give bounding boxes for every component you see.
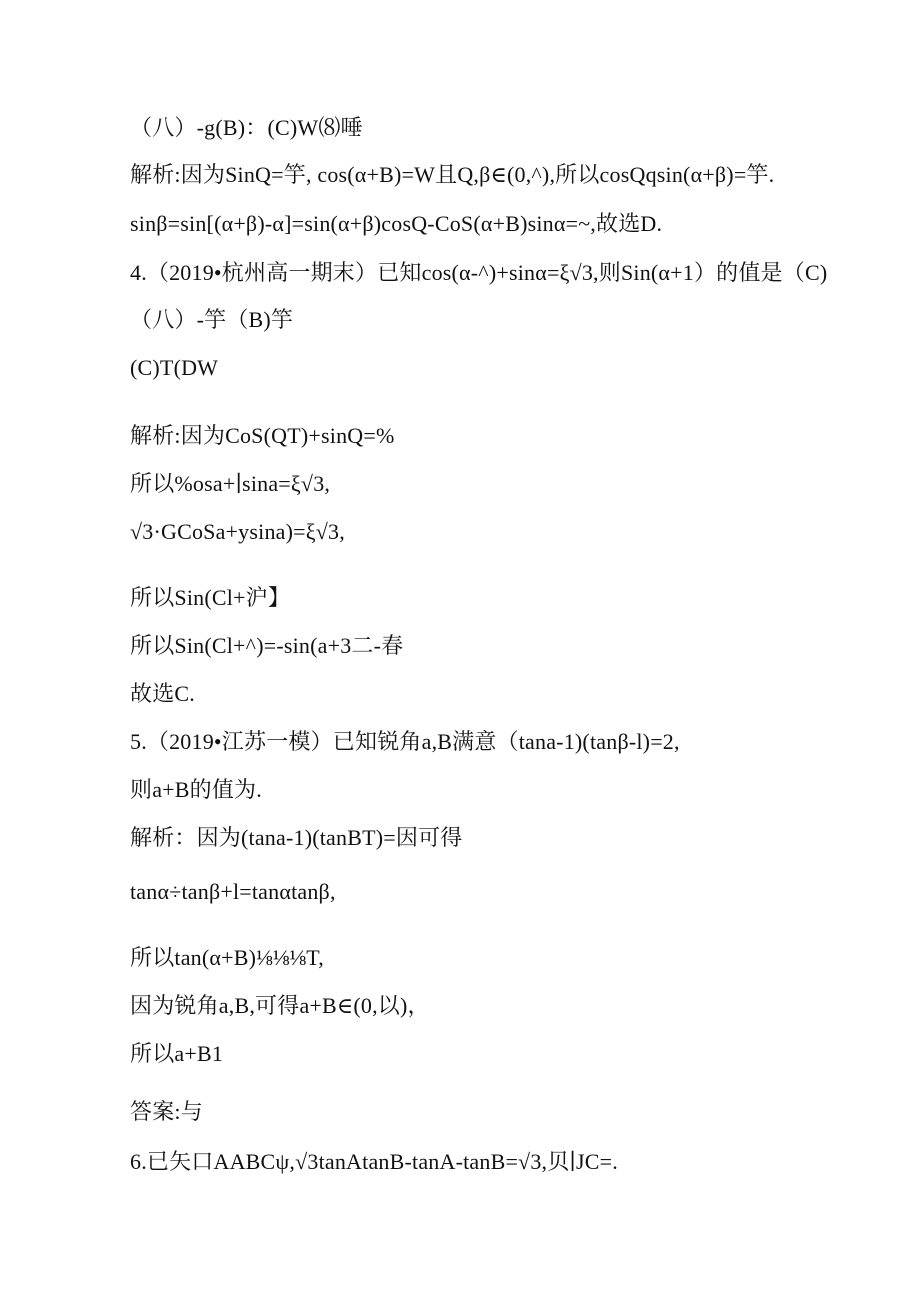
text-line-17: 所以tan(α+B)⅛⅛⅛T, [130,945,324,970]
text-line-12: 故选C. [130,681,195,706]
text-line-11: 所以Sin(Cl+^)=-sin(a+3二-春 [130,633,404,658]
text-line-19: 所以a+B1 [130,1041,224,1066]
text-line-10: 所以Sin(Cl+沪】 [130,585,291,610]
text-line-1: （八）-g(B)：(C)W⑻唾 [130,115,363,140]
text-line-14: 则a+B的值为. [130,777,262,802]
text-line-8: 所以%osa+∣sina=ξ√3, [130,471,331,496]
text-line-20: 答案:与 [130,1099,203,1124]
text-line-4: 4.（2019•杭州高一期末）已知cos(α-^)+sinα=ξ√3,则Sin(α+1）的值是（C) [130,260,828,285]
text-line-3: sinβ=sin[(α+β)-α]=sin(α+β)cosQ-CoS(α+B)sinα=~,故选D. [130,211,663,236]
text-line-7: 解析:因为CoS(QT)+sinQ=% [130,423,395,448]
text-line-2: 解析:因为SinQ=竽, cos(α+B)=W且Q,β∈(0,^),所以cosQqsin(α+β)=竽. [130,162,775,187]
text-line-6: (C)T(DW [130,355,219,380]
text-line-16: tanα÷tanβ+l=tanαtanβ, [130,879,336,904]
text-line-15: 解析：因为(tana-1)(tanBT)=因可得 [130,825,463,850]
text-line-18: 因为锐角a,B,可得a+B∈(0,以)， [130,993,430,1018]
text-line-5: （八）-竽（B)竽 [130,307,294,332]
text-line-21: 6.已矢口AABCψ,√3tanAtanB-tanA-tanB=√3,贝∣JC=. [130,1149,618,1174]
text-line-9: √3·GCoSa+ysina)=ξ√3, [130,519,345,544]
text-line-13: 5.（2019•江苏一模）已知锐角a,B满意（tana-1)(tanβ-l)=2, [130,729,680,754]
